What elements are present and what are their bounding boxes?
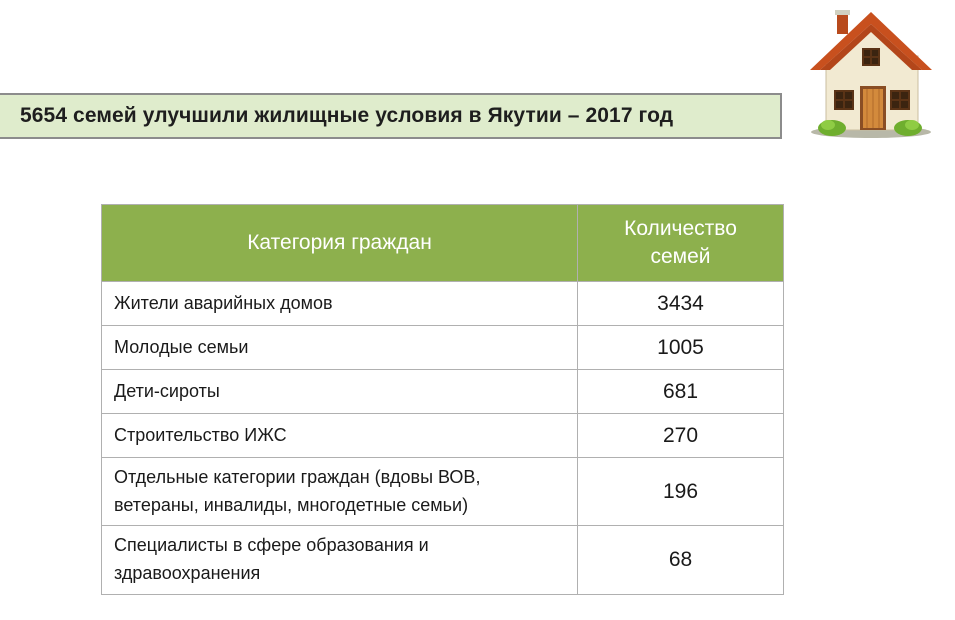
table-row [102,370,784,414]
count-cell: 270 [578,414,784,458]
page-title: 5654 семей улучшили жилищные условия в Якутии – 2017 год [20,104,674,127]
category-cell: Строительство ИЖС [102,414,578,458]
category-cell: Отдельные категории граждан (вдовы ВОВ, ветераны, инвалиды, многодетные семьи) [102,458,578,526]
table-header-row [102,205,784,282]
house-icon [806,8,936,140]
category-cell: Молодые семьи [102,326,578,370]
families-table [101,204,784,595]
column-header-count: Количество семей [578,205,784,282]
title-banner [0,93,782,139]
count-cell: 68 [578,526,784,595]
category-cell: Дети-сироты [102,370,578,414]
count-cell: 1005 [578,326,784,370]
table-row [102,526,784,595]
table-row [102,282,784,326]
column-header-category: Категория граждан [102,205,578,282]
count-cell: 196 [578,458,784,526]
table-row [102,458,784,526]
category-cell: Специалисты в сфере образования и здравоохранения [102,526,578,595]
table-row [102,326,784,370]
category-cell: Жители аварийных домов [102,282,578,326]
table-row [102,414,784,458]
count-cell: 681 [578,370,784,414]
count-cell: 3434 [578,282,784,326]
